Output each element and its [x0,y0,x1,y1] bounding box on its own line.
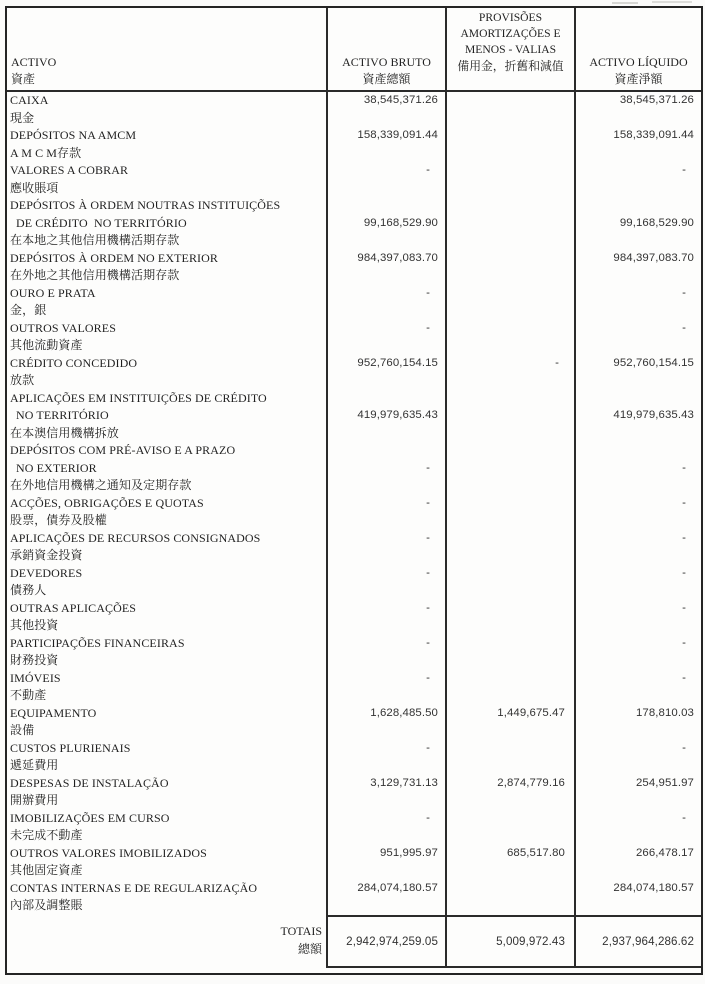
cell-bruto [326,197,445,250]
value-bruto: 952,760,154.15 [357,356,438,369]
cell-provisoes [445,600,574,635]
cell-provisoes [445,285,574,320]
scan-artifact [612,2,638,4]
row-label-cell [7,845,326,880]
table-row [7,442,701,495]
cell-bruto [326,670,445,705]
row-label-zh: 其他固定資產 [10,863,83,877]
row-label-zh: 債務人 [10,583,47,597]
cell-bruto [326,390,445,443]
table-row [7,320,701,355]
cell-bruto [326,740,445,775]
row-label-cell [7,162,326,197]
row-label-zh: 不動產 [10,688,47,702]
row-label-zh: 金，銀 [10,303,47,317]
value-bruto: 1,628,485.50 [370,706,438,719]
cell-liquido [574,250,701,285]
cell-provisoes [445,775,574,810]
value-bruto: - [426,321,430,334]
cell-provisoes [445,250,574,285]
totals-value-liquido: 2,937,964,286.62 [602,934,694,948]
table-body [7,92,701,915]
value-liquido: - [682,811,686,824]
row-label-pt: OUTROS VALORES IMOBILIZADOS [10,845,207,860]
cell-bruto [326,845,445,880]
value-bruto: - [426,601,430,614]
row-label-pt: DE CRÉDITO NO TERRITÓRIO [16,215,187,230]
cell-bruto [326,600,445,635]
header-activo-zh: 資產 [11,71,36,86]
table-row [7,355,701,390]
cell-liquido [574,565,701,600]
row-label-zh: 內部及調整賬 [10,898,83,912]
bottom-strip-segment [7,968,326,975]
table-row [7,845,701,880]
row-label-pt: APLICAÇÕES EM INSTITUIÇÕES DE CRÉDITO [10,390,267,405]
value-liquido: 952,760,154.15 [613,356,694,369]
row-label-cell [7,127,326,162]
value-liquido: - [682,566,686,579]
value-bruto: 419,979,635.43 [357,409,438,421]
row-label-pt: NO TERRITÓRIO [16,408,109,422]
table-row [7,495,701,530]
row-label-cell [7,530,326,565]
value-provisoes: 685,517.80 [506,846,565,859]
table-row [7,250,701,285]
cell-provisoes [445,355,574,390]
row-label-cell [7,355,326,390]
header-provisoes-line2: AMORTIZAÇÕES E [460,27,561,41]
row-label-zh: 在外地信用機構之通知及定期存款 [10,478,192,492]
table-row [7,565,701,600]
value-liquido: - [682,531,686,544]
cell-bruto [326,442,445,495]
cell-liquido [574,495,701,530]
row-label-cell [7,250,326,285]
cell-liquido [574,442,701,495]
row-label-pt: IMÓVEIS [10,670,61,685]
cell-provisoes [445,390,574,443]
value-bruto: 38,545,371.26 [363,94,438,106]
cell-provisoes [445,705,574,740]
value-bruto: - [426,566,430,579]
row-label-zh: 遞延費用 [10,758,59,772]
header-provisoes-line3: MENOS - VALIAS [464,43,557,57]
cell-liquido [574,162,701,197]
cell-bruto [326,162,445,197]
table-totals-row [7,915,701,968]
value-liquido: 38,545,371.26 [619,94,694,106]
table-row [7,162,701,197]
value-provisoes: 2,874,779.16 [497,776,565,789]
row-label-cell [7,880,326,915]
cell-liquido [574,530,701,565]
value-bruto: - [426,636,430,649]
row-label-pt: DEPÓSITOS À ORDEM NO EXTERIOR [10,250,219,265]
value-liquido: 99,168,529.90 [619,216,694,229]
row-label-zh: 股票，債券及股權 [10,513,107,527]
value-liquido: 178,810.03 [635,706,694,719]
value-liquido: - [682,321,686,334]
table-row [7,285,701,320]
totals-cell-liquido [574,915,701,968]
cell-provisoes [445,495,574,530]
cell-provisoes [445,162,574,197]
cell-bruto [326,705,445,740]
cell-liquido [574,390,701,443]
totals-label-zh: 總額 [297,941,322,956]
table-row [7,390,701,443]
row-label-zh: 設備 [10,723,35,737]
cell-bruto [326,565,445,600]
row-label-zh: 在本澳信用機構拆放 [10,425,119,440]
cell-liquido [574,775,701,810]
header-provisoes-line1: PROVISÕES [478,11,543,24]
row-label-pt: DEPÓSITOS À ORDEM NOUTRAS INSTITUIÇÕES [10,198,281,212]
row-label-cell [7,390,326,443]
row-label-pt: DEPÓSITOS NA AMCM [10,128,137,142]
cell-liquido [574,635,701,670]
row-label-pt: OUTROS VALORES [10,320,116,335]
value-liquido: - [682,164,686,176]
scan-artifact [652,1,692,3]
row-label-cell [7,285,326,320]
totals-label-pt: TOTAIS [280,924,322,938]
cell-provisoes [445,530,574,565]
totals-value-bruto: 2,942,974,259.05 [346,934,438,948]
row-label-pt: CONTAS INTERNAS E DE REGULARIZAÇÃO [10,880,258,895]
value-bruto: 158,339,091.44 [357,129,438,141]
row-label-pt: ACÇÕES, OBRIGAÇÕES E QUOTAS [10,495,204,510]
cell-provisoes [445,810,574,845]
value-liquido: - [682,286,686,299]
row-label-pt: OURO E PRATA [10,285,96,300]
table-header-row [7,8,701,92]
table-row [7,530,701,565]
cell-bruto [326,355,445,390]
cell-provisoes [445,92,574,127]
value-bruto: - [426,164,430,176]
cell-liquido [574,355,701,390]
cell-liquido [574,705,701,740]
value-bruto: 99,168,529.90 [363,216,438,229]
value-provisoes: 1,449,675.47 [497,706,565,719]
row-label-cell [7,495,326,530]
row-label-zh: 放款 [10,373,35,387]
row-label-pt: DEPÓSITOS COM PRÉ-AVISO E A PRAZO [10,443,236,457]
row-label-zh: 其他流動資產 [10,338,83,352]
cell-liquido [574,740,701,775]
table-row [7,635,701,670]
cell-provisoes [445,740,574,775]
row-label-zh: 其他投資 [10,618,59,632]
value-liquido: 254,951.97 [635,776,694,789]
row-label-cell [7,442,326,495]
value-liquido: - [682,671,686,684]
value-liquido: - [682,601,686,614]
cell-liquido [574,285,701,320]
row-label-pt: IMOBILIZAÇÕES EM CURSO [10,810,170,825]
value-bruto: 284,074,180.57 [357,881,438,894]
value-bruto: - [426,531,430,544]
cell-provisoes [445,127,574,162]
cell-provisoes [445,197,574,250]
totals-value-provisoes: 5,009,972.43 [496,934,565,948]
table-row [7,670,701,705]
row-label-zh: 現金 [10,110,35,125]
cell-provisoes [445,845,574,880]
cell-bruto [326,495,445,530]
row-label-pt: DESPESAS DE INSTALAÇÃO [10,775,169,790]
table-row [7,775,701,810]
value-bruto: - [426,811,430,824]
header-activo-pt: ACTIVO [11,55,57,69]
value-liquido: 419,979,635.43 [613,409,694,421]
table-bottom-strip [7,968,701,975]
cell-liquido [574,880,701,915]
value-liquido: 984,397,083.70 [613,251,694,264]
bottom-strip-segment [445,968,574,975]
value-provisoes: - [555,356,559,369]
row-label-cell [7,705,326,740]
row-label-pt: CUSTOS PLURIENAIS [10,740,131,755]
row-label-cell [7,810,326,845]
header-provisoes-zh: 備用金，折舊和減值 [457,59,564,74]
cell-liquido [574,320,701,355]
row-label-zh: A M C M存款 [10,145,82,160]
value-bruto: - [426,286,430,299]
cell-bruto [326,92,445,127]
row-label-pt: VALORES A COBRAR [10,163,129,177]
cell-liquido [574,810,701,845]
value-bruto: 951,995.97 [379,846,438,859]
row-label-cell [7,670,326,705]
cell-bruto [326,127,445,162]
header-bruto-pt: ACTIVO BRUTO [342,55,431,69]
row-label-cell [7,635,326,670]
header-liquido-zh: 資產淨額 [614,71,663,86]
cell-provisoes [445,670,574,705]
value-liquido: 158,339,091.44 [613,129,694,141]
header-cell-activo-bruto [326,8,445,90]
value-liquido: - [682,636,686,649]
row-label-zh: 財務投資 [10,653,59,667]
header-liquido-pt: ACTIVO LÍQUIDO [589,55,688,69]
cell-bruto [326,285,445,320]
cell-provisoes [445,442,574,495]
row-label-zh: 在本地之其他信用機構活期存款 [10,233,180,247]
row-label-pt: OUTRAS APLICAÇÕES [10,600,137,615]
row-label-cell [7,565,326,600]
value-bruto: - [426,671,430,684]
row-label-cell [7,600,326,635]
row-label-cell [7,197,326,250]
row-label-cell [7,320,326,355]
table-row [7,92,701,127]
cell-bruto [326,810,445,845]
table-row [7,197,701,250]
row-label-zh: 在外地之其他信用機構活期存款 [10,268,180,282]
value-bruto: 3,129,731.13 [370,776,438,789]
cell-bruto [326,635,445,670]
header-cell-activo-liquido [574,8,701,90]
value-bruto: 984,397,083.70 [357,251,438,264]
table-row [7,810,701,845]
row-label-pt: APLICAÇÕES DE RECURSOS CONSIGNADOS [10,530,261,545]
table-row [7,127,701,162]
row-label-pt: CRÉDITO CONCEDIDO [10,355,138,370]
table-row [7,740,701,775]
row-label-zh: 未完成不動產 [10,828,83,842]
row-label-pt: EQUIPAMENTO [10,705,97,720]
cell-provisoes [445,880,574,915]
cell-liquido [574,670,701,705]
table-row [7,705,701,740]
value-bruto: - [426,461,430,474]
value-liquido: 284,074,180.57 [613,881,694,894]
value-liquido: - [682,496,686,509]
row-label-cell [7,775,326,810]
cell-bruto [326,775,445,810]
row-label-pt: NO EXTERIOR [16,460,97,475]
balance-sheet-table [5,6,703,975]
cell-liquido [574,197,701,250]
cell-bruto [326,320,445,355]
table-row [7,600,701,635]
table-row [7,880,701,915]
header-cell-activo [7,8,326,90]
cell-liquido [574,92,701,127]
row-label-pt: DEVEDORES [10,565,83,580]
value-bruto: - [426,496,430,509]
row-label-cell [7,92,326,127]
row-label-pt: PARTICIPAÇÕES FINANCEIRAS [10,635,185,650]
header-cell-provisoes [445,8,574,90]
cell-liquido [574,127,701,162]
row-label-zh: 承銷資金投資 [10,548,83,562]
cell-bruto [326,880,445,915]
totals-cell-bruto [326,915,445,968]
value-bruto: - [426,741,430,754]
row-label-zh: 應收賬項 [10,180,59,195]
cell-bruto [326,250,445,285]
cell-liquido [574,845,701,880]
cell-liquido [574,600,701,635]
cell-provisoes [445,320,574,355]
totals-label-cell [7,915,326,968]
row-label-pt: CAIXA [10,93,49,107]
cell-provisoes [445,635,574,670]
header-bruto-zh: 資產總額 [362,71,411,86]
value-liquido: - [682,461,686,474]
row-label-zh: 開辦費用 [10,793,59,807]
totals-cell-provisoes [445,915,574,968]
cell-provisoes [445,565,574,600]
bottom-strip-segment [574,968,701,975]
cell-bruto [326,530,445,565]
value-liquido: - [682,741,686,754]
value-liquido: 266,478.17 [635,846,694,859]
bottom-strip-segment [326,968,445,975]
row-label-cell [7,740,326,775]
